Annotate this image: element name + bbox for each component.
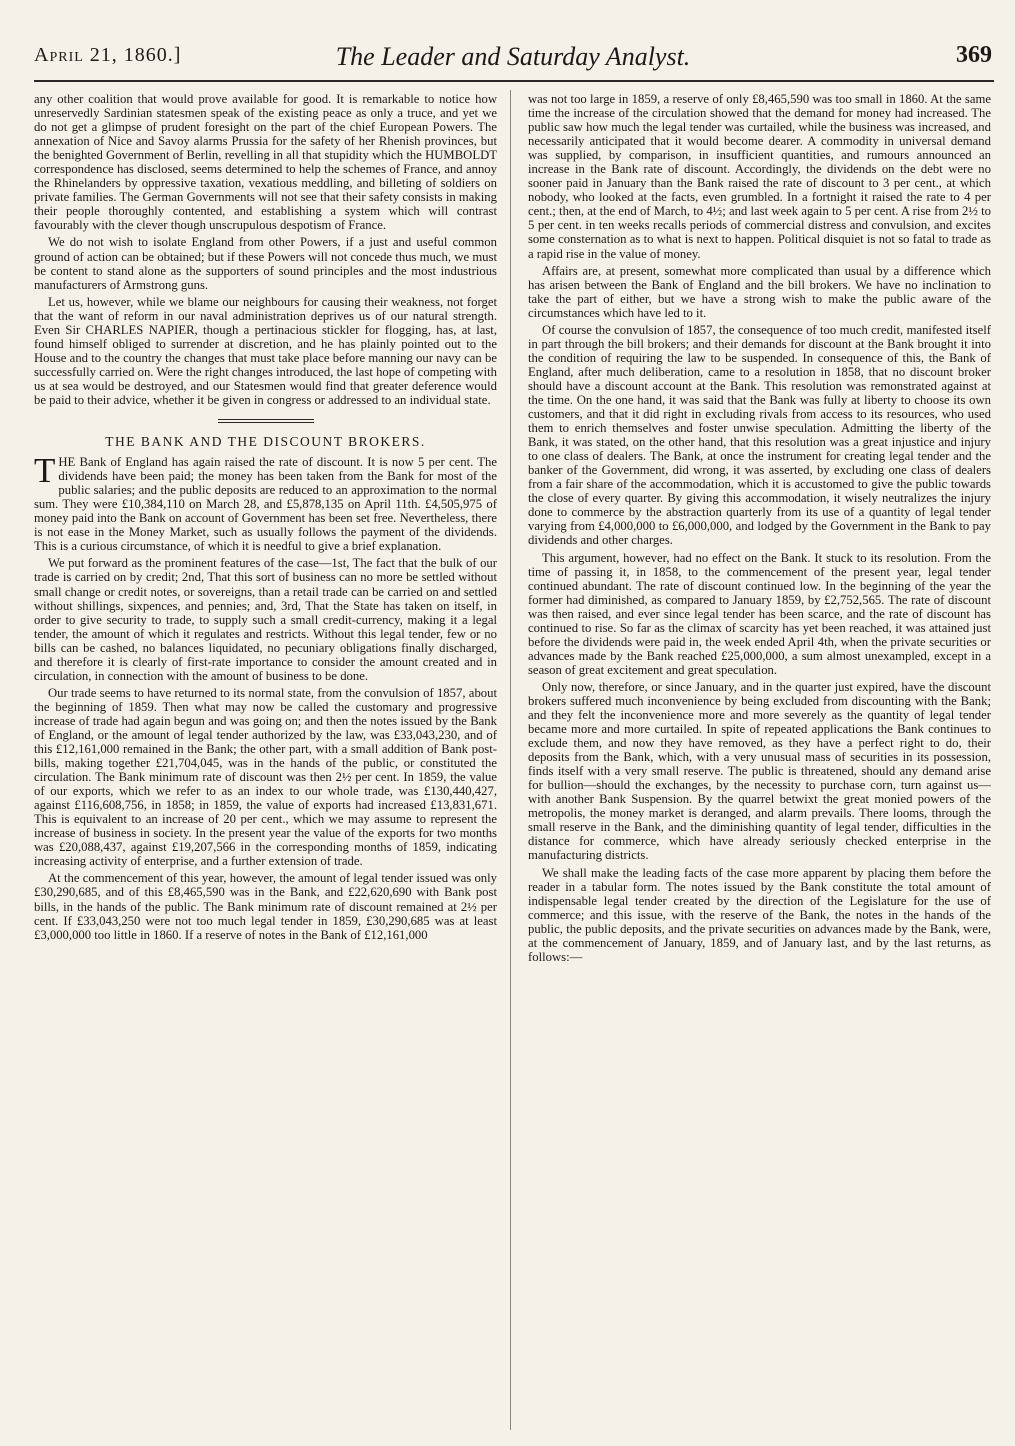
paragraph-text: HE Bank of England has again raised the rate of discount. It is now 5 per cent. The dividends have been paid; the money has been taken from the Bank for most of the public salaries; and the public deposits are reduced to an approximation to the normal sum. They were £10,384,110 on March 28, and £5,878,135 on April 11th. £4,505,975 of money paid into the Bank on account of Government has been set free. Nevertheless, there is not ease in the Money Market, such as usually follows the payment of the dividends. This is a curious circumstance, of which it is needful to give a brief explanation. — [34, 455, 497, 554]
right-column — [528, 92, 991, 967]
section-first-paragraph — [34, 451, 497, 554]
paragraph: We put forward as the prominent features of the case—1st, The fact that the bulk of our trade is carried on by credit; 2nd, That this sort of business can no more be settled without small change or credit notes, or sovereigns, than a retail trade can be carried on and settled without shillings, sixpences, and pennies; and, 3rd, That the State has taken on itself, in order to give security to trade, to supply such a small credit-currency, making it a legal tender, the amount of which it regulates and restricts. Without this legal tender, few or no bills can be cashed, no balances liquidated, no pecuniary obligations finally discharged, and therefore it is clearly of first-rate importance to consider the amount created and in circulation, in connection with the amount of business to be done. — [34, 556, 497, 683]
header-rule — [34, 80, 994, 82]
paragraph: was not too large in 1859, a reserve of only £8,465,590 was too small in 1860. At the same time the increase of the circulation showed that the demand for money had increased. The public saw how much the legal tender was curtailed, while the business was increased, and necessarily anticipated that it would become dearer. A commodity in universal demand was supplied, by comparison, in insufficient quantities, and rumours announced an increase in the Bank rate of discount. Accordingly, the dividends on the debt were no sooner paid in January than the Bank raised the rate of discount to 3 per cent., at which nobody, who looked at the facts, even grumbled. In a fortnight it raised the rate to 4 per cent.; then, at the end of March, to 4½; and last week again to 5 per cent. A rise from 2½ to 5 per cent. in ten weeks recalls periods of commercial distress and convulsion, and excites some consternation as to what is next to happen. Political disquiet is not so fatal to trade as a rapid rise in the value of money. — [528, 92, 991, 261]
header-date: April 21, 1860.] — [34, 44, 182, 66]
page-number: 369 — [956, 42, 992, 68]
paragraph: Of course the convulsion of 1857, the consequence of too much credit, manifested itself in part through the bill brokers; and their demands for discount at the Bank brought it into the condition of requiring the law to be suspended. In consequence of this, the Bank of England, after much deliberation, came to a resolution in 1858, that no discount broker should have a discount account at the Bank. This resolution was remonstrated against at the time. On the one hand, it was said that the Bank was fully at liberty to choose its own customers, and that it did right in excluding rivals from access to its resources, who used them to enrich themselves and foster unwise speculation. Admitting the liberty of the Bank, it was stated, on the other hand, that this resolution was a great injustice and injury to one class of dealers. The Bank, at once the instrument for creating legal tender and the banker of the Government, did wrong, it was asserted, by excluding one class of dealers from a fair share of the accommodation, which it is accustomed to give the public towards the close of every quarter. By giving this accommodation, it wisely neutralizes the injury done to commerce by the abstraction quarterly from its use of a quantity of legal tender varying from £4,000,000 to £6,000,000, and lodged by the Government in the Bank to pay dividends and other charges. — [528, 322, 991, 548]
paragraph: Our trade seems to have returned to its normal state, from the convulsion of 1857, about the beginning of 1859. Then what may now be called the customary and progressive increase of trade had again begun and was going on; and then the notes issued by the Bank of England, or the amount of legal tender authorized by the law, was £33,043,230, and of this £12,161,000 remained in the Bank; the other part, with a small addition of Bank post-bills, making together £21,704,045, was in the hands of the public, or constituted the circulation. The Bank minimum rate of discount was then 2½ per cent. In 1859, the value of our exports, which we refer to as an index to our whole trade, was £130,440,427, against £116,608,756, in 1858; in 1859, the value of exports had increased £13,831,671. This is equivalent to an increase of 20 per cent., which we may assume to represent the increase of business in society. In the present year the value of the exports for two months was £20,088,437, against £19,207,566 in the corresponding months of 1859, indicating increasing activity of enterprise, and a further extension of trade. — [34, 685, 497, 869]
page-header — [34, 40, 992, 74]
paragraph: Only now, therefore, or since January, and in the quarter just expired, have the discount brokers suffered much inconvenience by being excluded from discounting with the Bank; and they felt the inconvenience more and more severely as the quantity of legal tender became more and more curtailed. In spite of repeated applications the Bank continues to exclude them, and now they have removed, as they have a perfect right to do, their deposits from the Bank, which, with a very unusual mass of securities in its possession, finds itself with a very small reserve. The public is threatened, should any demand arise for bullion—should the exchanges, by the necessity to purchase corn, turn against us—with another Bank Suspension. By the quarrel betwixt the great monied powers of the metropolis, the money market is deranged, and alarm prevails. There looms, through the small reserve in the Bank, and the diminishing quantity of legal tender, difficulties in the distance for commerce, which have already seriously checked enterprise in the manufacturing districts. — [528, 679, 991, 863]
drop-cap: T — [34, 451, 56, 491]
paragraph: Let us, however, while we blame our neighbours for causing their weakness, not forget that the want of reform in our naval administration deprives us of our natural strength. Even Sir CHARLES NAPIER, though a pertinacious stickler for flogging, has, at last, found himself obliged to surrender at discretion, and he has plainly pointed out to the House and to the country the changes that must take place before manning our navy can be successfully carried on. Were the right changes introduced, the last hope of competing with us at sea would be destroyed, and our Statesmen would find that greater deference would be paid to their advice, whether it be given in congress or addressed to an individual state. — [34, 294, 497, 407]
column-rule — [510, 90, 511, 1430]
paragraph: Affairs are, at present, somewhat more complicated than usual by a difference which has arisen between the Bank of England and the bill brokers. We have no inclination to take the part of either, but we have a strong wish to make the public aware of the circumstances which have led to it. — [528, 263, 991, 320]
left-column — [34, 92, 497, 945]
paragraph: We do not wish to isolate England from other Powers, if a just and useful common ground of action can be obtained; but if these Powers will not concede thus much, we must be content to stand alone as the supporters of sound principles and the most industrious manufacturers of Armstrong guns. — [34, 235, 497, 292]
header-title: The Leader and Saturday Analyst. — [335, 42, 691, 71]
paragraph: This argument, however, had no effect on the Bank. It stuck to its resolution. From the time of passing it, in 1858, to the commencement of the present year, legal tender continued abundant. The rate of discount continued low. In the beginning of the year the former had diminished, as compared to January 1859, by £2,752,565. The rate of discount was then raised, and ever since legal tender has been scarce, and the rate of discount has continued to rise. So far as the climax of scarcity has yet been reached, it was attained just before the dividends were paid in, the week ended April 4th, when the private securities or advances made by the Bank reached £25,000,000, a sum almost unexampled, except in a season of great excitement and great speculation. — [528, 550, 991, 677]
section-divider — [218, 419, 314, 423]
section-title: THE BANK AND THE DISCOUNT BROKERS. — [105, 434, 426, 450]
paragraph: any other coalition that would prove available for good. It is remarkable to notice how unreservedly Sardinian statesmen speak of the existing peace as only a truce, and yet we do not get a glimpse of prudent foresight on the part of the chief European Powers. The annexation of Nice and Savoy alarms Prussia for the safety of her Rhenish provinces, but the benighted Government of Berlin, revelling in all that stupidity which the HUMBOLDT correspondence has disclosed, seems determined to help the schemes of France, and annoy the Rhinelanders by oppressive taxation, vexatious meddling, and billeting of soldiers on private families. The German Governments will not see that their safety consists in making their people thoroughly contented, and establishing a system which will contrast favourably with the clever though unscrupulous despotism of France. — [34, 92, 497, 233]
paragraph: At the commencement of this year, however, the amount of legal tender issued was only £30,290,685, and of this £8,465,590 was in the Bank, and £22,620,690 with Bank post bills, in the hands of the public. The Bank minimum rate of discount remained at 2½ per cent. If £33,043,250 were not too much legal tender in 1859, £30,290,685 was at least £3,000,000 too little in 1860. If a reserve of notes in the Bank of £12,161,000 — [34, 871, 497, 942]
paragraph: We shall make the leading facts of the case more apparent by placing them before the reader in a tabular form. The notes issued by the Bank constitute the total amount of indispensable legal tender created by the direction of the Legislature for the use of commerce; and this issue, with the reserve of the Bank, the notes in the hands of the public, the public deposits, and the private securities on advances made by the Bank, were, at the commencement of January, 1859, and of January last, and by the last returns, as follows:— — [528, 865, 991, 964]
